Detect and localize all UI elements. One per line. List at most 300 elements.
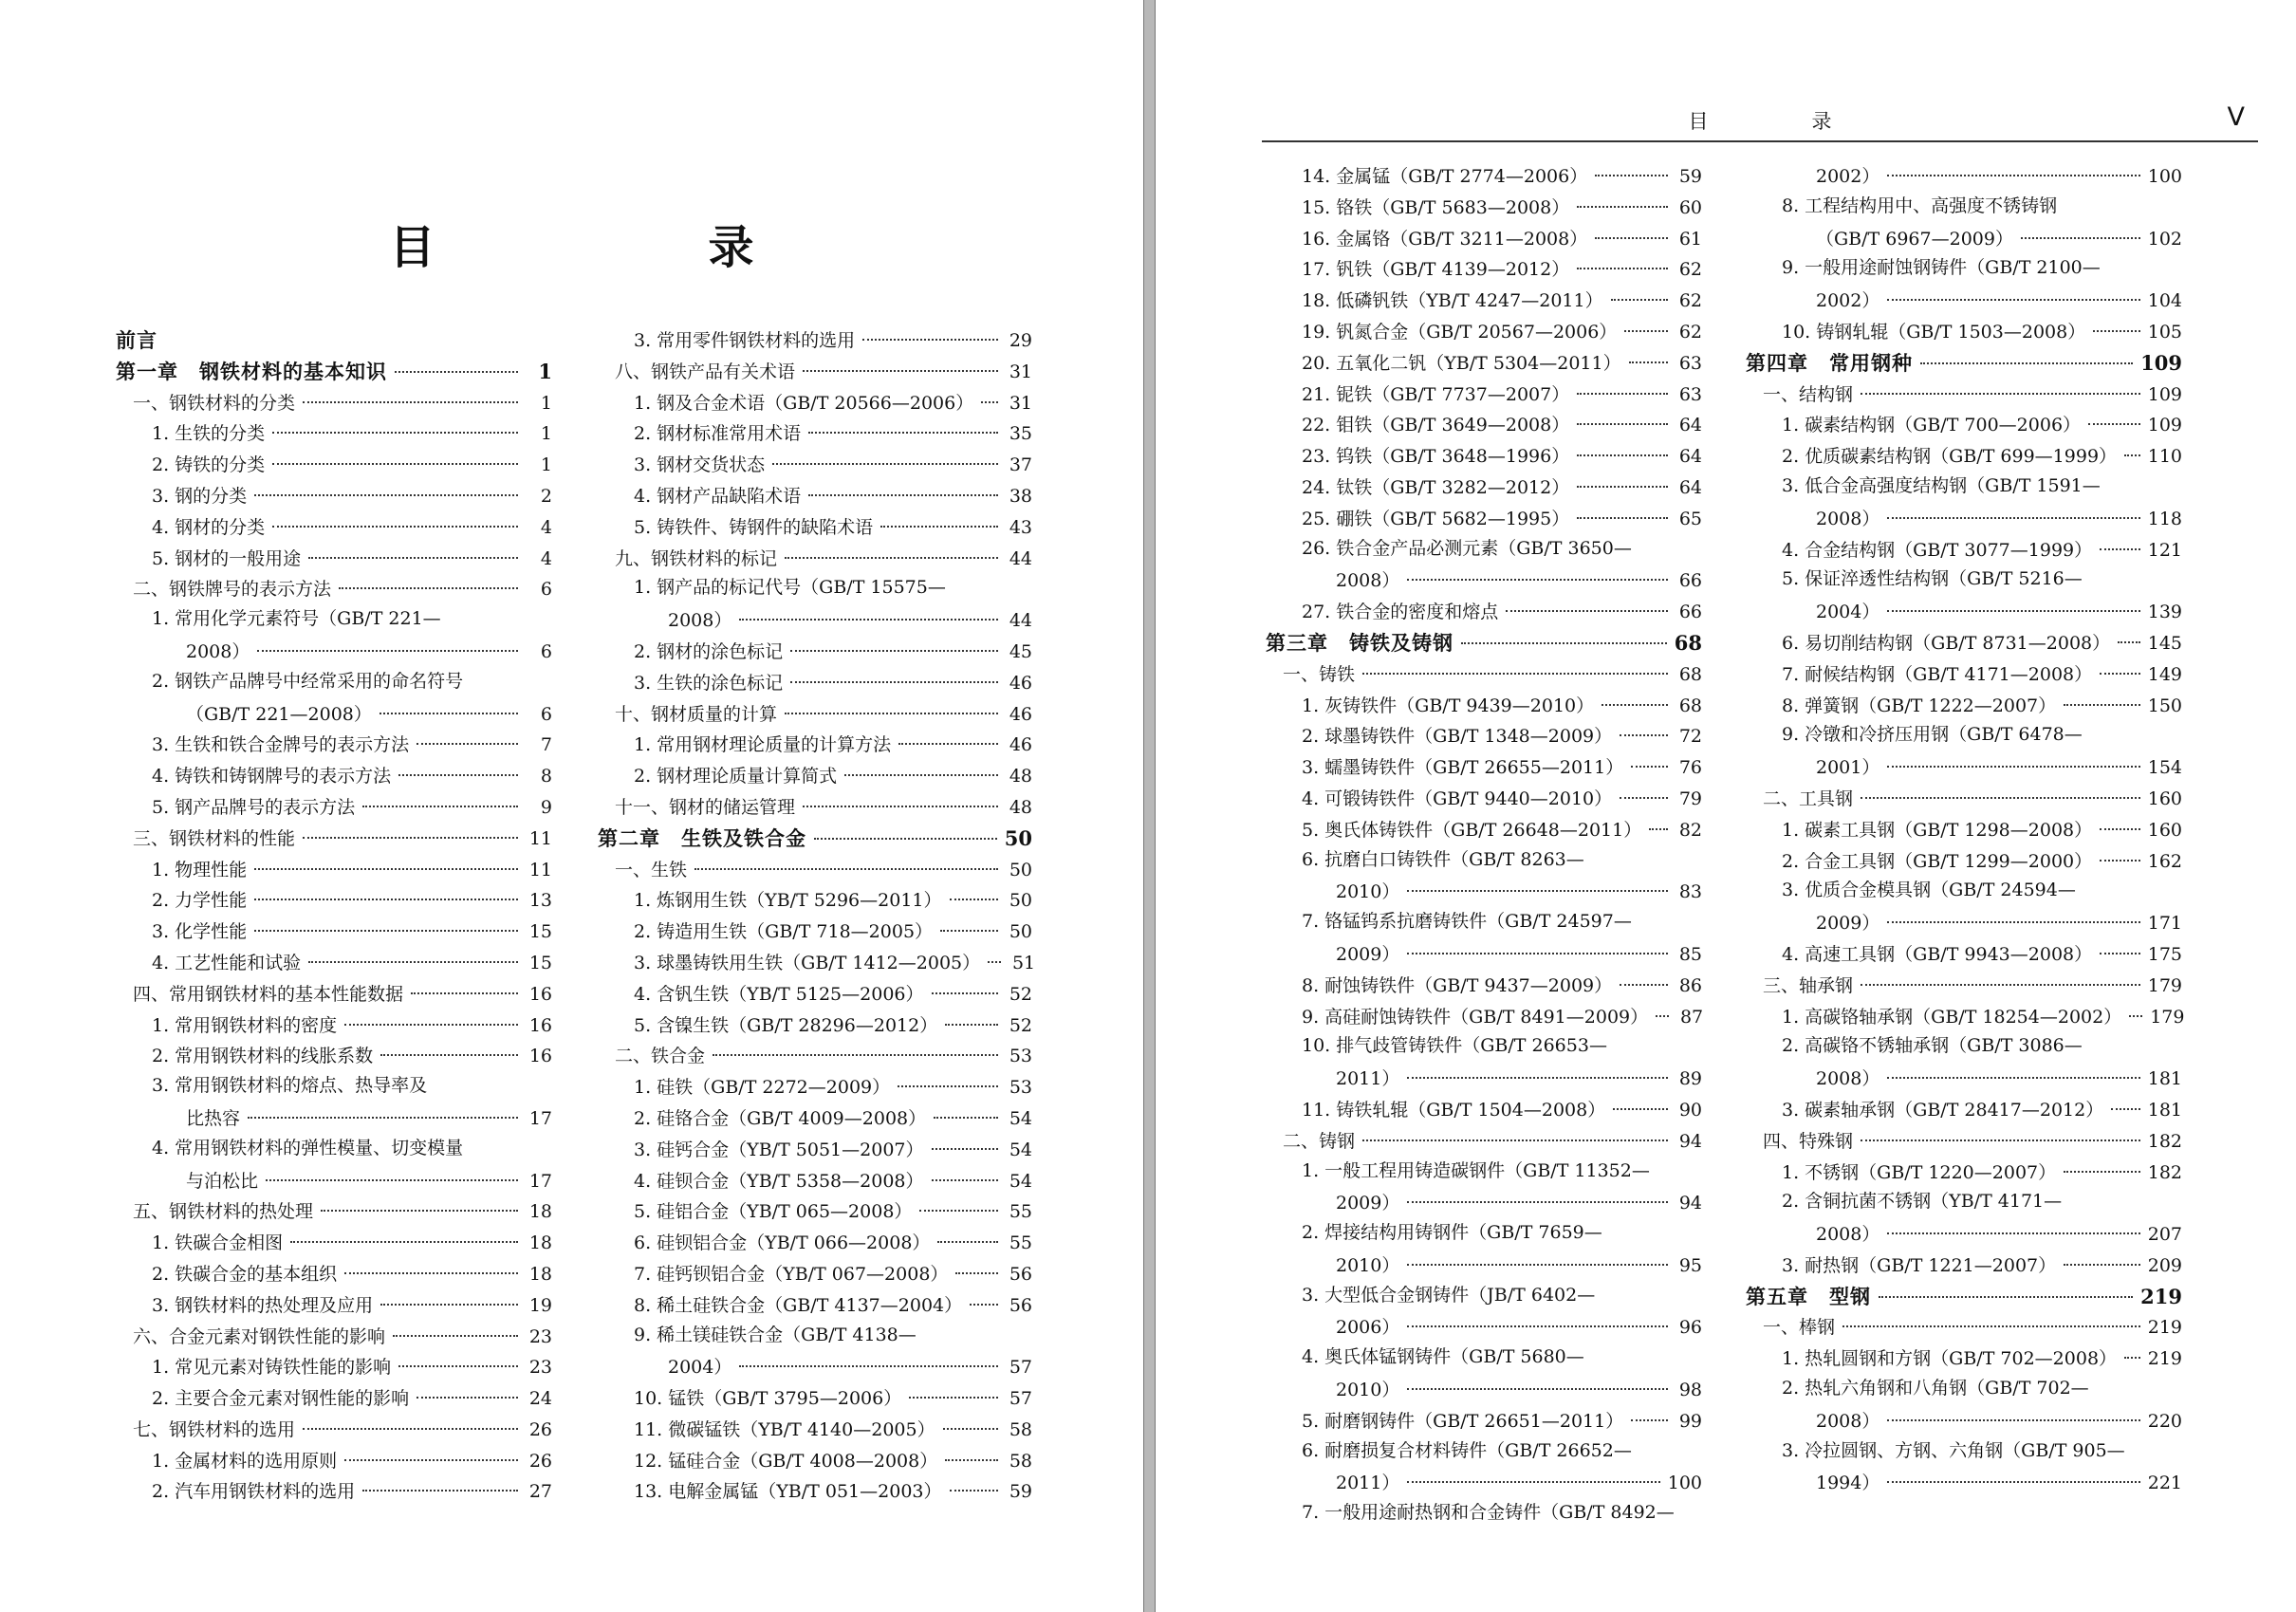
toc-leader-dots: [1887, 921, 2139, 923]
toc-leader-dots: [898, 743, 998, 745]
toc-entry-title: 4. 常用钢铁材料的弹性模量、切变模量: [152, 1137, 464, 1158]
toc-entry-title: 2002）: [1816, 290, 1880, 312]
toc-entry-title: 8. 耐蚀铸铁件（GB/T 9437—2009）: [1302, 974, 1613, 996]
toc-entry-title: 7. 一般用途耐热钢和合金铸件（GB/T 8492—: [1302, 1502, 1675, 1524]
toc-leader-dots: [1577, 454, 1668, 456]
toc-page-number: 110: [2147, 446, 2182, 468]
toc-entry-title: 1. 物理性能: [152, 859, 248, 880]
toc-entry: [116, 1166, 552, 1197]
toc-leader-dots: [1506, 610, 1668, 612]
toc-chapter-entry: [1266, 628, 1702, 659]
toc-entry-title: 3. 化学性能: [152, 921, 248, 943]
toc-leader-dots: [1407, 953, 1668, 954]
toc-leader-dots: [254, 494, 518, 496]
toc-page-number: 19: [528, 1294, 552, 1316]
toc-leader-dots: [1887, 1232, 2139, 1234]
toc-entry-title: 2. 铸铁的分类: [152, 454, 266, 476]
toc-entry-title: 2006）: [1336, 1317, 1400, 1339]
toc-entry: [598, 948, 1036, 979]
toc-entry: [1266, 908, 1702, 939]
toc-entry-title: 2. 钢铁产品牌号中经常采用的命名符号: [152, 670, 464, 692]
toc-leader-dots: [290, 1241, 518, 1243]
toc-entry: [116, 512, 552, 544]
toc-entry: [1746, 504, 2182, 535]
toc-entry: [598, 1135, 1032, 1166]
toc-page-number: 48: [1009, 796, 1032, 818]
toc-page-number: 94: [1678, 1193, 1702, 1214]
toc-page-number: 102: [2147, 228, 2182, 250]
toc-leader-dots: [344, 1024, 518, 1026]
toc-leader-dots: [772, 463, 998, 465]
toc-page-number: 43: [1009, 516, 1032, 538]
toc-leader-dots: [1611, 299, 1668, 301]
toc-entry-title: 2008）: [1816, 1224, 1880, 1246]
toc-entry: [1266, 1002, 1702, 1033]
toc-entry: [598, 605, 1032, 637]
toc-entry-title: 2011）: [1336, 1068, 1400, 1090]
toc-page-number: 31: [1009, 361, 1032, 382]
toc-page-number: 48: [1009, 766, 1032, 787]
toc-leader-dots: [1577, 268, 1668, 269]
toc-leader-dots: [2100, 828, 2140, 830]
toc-entry-title: 五、钢铁材料的热处理: [133, 1201, 314, 1223]
toc-entry: [116, 730, 552, 761]
toc-leader-dots: [380, 713, 518, 714]
toc-entry: [1266, 1219, 1702, 1251]
toc-page-number: 55: [1009, 1232, 1032, 1254]
toc-entry-title: 3. 优质合金模具钢（GB/T 24594—: [1782, 880, 2076, 901]
toc-entry: [116, 1352, 552, 1383]
toc-leader-dots: [945, 1024, 998, 1026]
toc-entry-title: 十、钢材质量的计算: [615, 703, 778, 725]
toc-page-number: 4: [540, 516, 552, 538]
toc-entry-title: 4. 含钒生铁（YB/T 5125—2006）: [634, 983, 924, 1005]
toc-page-number: 139: [2147, 602, 2182, 623]
toc-entry-title: 一、铸铁: [1283, 663, 1356, 685]
toc-entry-title: 5. 铸铁件、铸钢件的缺陷术语: [634, 516, 874, 538]
toc-entry-title: 23. 钨铁（GB/T 3648—1996）: [1302, 446, 1570, 468]
toc-page-number: 66: [1678, 570, 1702, 592]
page-number: V: [2227, 102, 2245, 132]
toc-entry-title: 9. 冷镦和冷挤压用钢（GB/T 6478—: [1782, 724, 2083, 746]
toc-page-number: 63: [1678, 352, 1702, 374]
toc-entry-title: 2. 球墨铸铁件（GB/T 1348—2009）: [1302, 726, 1613, 748]
toc-leader-dots: [2093, 330, 2140, 332]
toc-entry: [598, 1446, 1032, 1477]
toc-entry: [598, 1476, 1032, 1508]
toc-entry: [1746, 1002, 2185, 1033]
toc-entry: [1746, 1468, 2182, 1499]
toc-entry-title: 2. 焊接结构用铸钢件（GB/T 7659—: [1302, 1222, 1602, 1244]
toc-entry-title: 27. 铁合金的密度和熔点: [1302, 602, 1499, 623]
toc-leader-dots: [932, 992, 999, 994]
toc-leader-dots: [1407, 1481, 1659, 1483]
toc-entry: [116, 1196, 552, 1228]
toc-entry: [598, 1010, 1032, 1042]
toc-entry-title: 2004）: [668, 1357, 732, 1379]
toc-page-number: 56: [1009, 1294, 1032, 1316]
toc-leader-dots: [308, 961, 518, 963]
toc-page-number: 87: [1679, 1006, 1704, 1028]
toc-entry-title: 九、钢铁材料的标记: [615, 547, 778, 569]
toc-page-number: 27: [528, 1481, 552, 1503]
toc-page-number: 175: [2147, 943, 2182, 965]
toc-chapter-entry: [1746, 1282, 2182, 1313]
toc-leader-dots: [2100, 860, 2140, 862]
toc-leader-dots: [739, 619, 998, 621]
toc-leader-dots: [393, 1335, 518, 1337]
toc-entry-title: 一、棒钢: [1763, 1317, 1836, 1339]
toc-page-number: 162: [2147, 850, 2182, 872]
toc-entry-title: 3. 大型低合金钢铸件（JB/T 6402—: [1302, 1284, 1596, 1306]
toc-page-number: 26: [528, 1418, 552, 1440]
toc-leader-dots: [2124, 1357, 2140, 1359]
toc-leader-dots: [970, 1304, 998, 1306]
toc-page-number: 64: [1678, 476, 1702, 498]
toc-leader-dots: [257, 650, 518, 652]
toc-entry-title: 1. 常用化学元素符号（GB/T 221—: [152, 608, 441, 630]
toc-entry-title: 2009）: [1336, 943, 1400, 965]
toc-leader-dots: [898, 1085, 998, 1087]
toc-entry: [1266, 193, 1702, 224]
toc-entry-title: 6. 易切削结构钢（GB/T 8731—2008）: [1782, 632, 2111, 654]
toc-entry: [598, 792, 1032, 824]
toc-leader-dots: [790, 681, 998, 683]
toc-entry: [116, 637, 552, 668]
toc-entry-title: 六、合金元素对钢铁性能的影响: [133, 1325, 386, 1347]
toc-leader-dots: [2100, 673, 2140, 675]
toc-entry-title: 第一章 钢铁材料的基本知识: [116, 359, 387, 383]
toc-page-number: 59: [1678, 166, 1702, 187]
toc-entry: [116, 1010, 552, 1042]
toc-page-number: 181: [2147, 1099, 2182, 1121]
toc-page-number: 121: [2147, 539, 2182, 561]
toc-entry: [1746, 1188, 2182, 1219]
toc-chapter-entry: [116, 325, 552, 357]
toc-page-number: 60: [1678, 196, 1702, 218]
toc-entry: [1746, 1095, 2182, 1126]
toc-entry-title: 2008）: [1816, 508, 1880, 529]
toc-leader-dots: [803, 370, 998, 372]
toc-leader-dots: [254, 868, 518, 870]
toc-entry-title: 2. 钢材标准常用术语: [634, 423, 802, 445]
toc-page-number: 23: [528, 1325, 552, 1347]
toc-entry: [598, 1072, 1032, 1103]
toc-leader-dots: [344, 1272, 518, 1274]
toc-entry: [1266, 1312, 1702, 1343]
toc-leader-dots: [1629, 361, 1668, 363]
toc-leader-dots: [308, 557, 518, 559]
toc-leader-dots: [1842, 1325, 2140, 1327]
toc-leader-dots: [919, 1210, 998, 1212]
toc-entry: [116, 824, 552, 855]
toc-leader-dots: [739, 1365, 998, 1367]
toc-entry-title: 5. 奥氏体铸铁件（GB/T 26648—2011）: [1302, 819, 1642, 841]
toc-entry-title: 2. 常用钢铁材料的线胀系数: [152, 1046, 374, 1067]
toc-entry: [1266, 659, 1702, 691]
toc-title: 目 录: [389, 221, 868, 274]
toc-leader-dots: [2064, 1264, 2140, 1266]
toc-entry-title: 2. 高碳铬不锈轴承钢（GB/T 3086—: [1782, 1035, 2083, 1057]
toc-entry: [116, 388, 552, 419]
running-header: [1262, 102, 2258, 142]
toc-page-number: 1: [540, 454, 552, 476]
toc-page-number: 58: [1009, 1450, 1032, 1472]
toc-leader-dots: [321, 1210, 518, 1212]
toc-leader-dots: [950, 899, 999, 900]
toc-entry: [1266, 1406, 1702, 1437]
toc-leader-dots: [1887, 175, 2139, 176]
toc-entry: [1266, 1126, 1702, 1158]
toc-entry-title: 3. 生铁和铁合金牌号的表示方法: [152, 734, 410, 756]
toc-entry-title: 11. 铸铁轧辊（GB/T 1504—2008）: [1302, 1099, 1606, 1121]
toc-entry: [1746, 380, 2182, 411]
toc-page-number: 90: [1678, 1099, 1702, 1121]
toc-leader-dots: [272, 526, 518, 528]
toc-leader-dots: [803, 806, 998, 807]
toc-entry-title: 三、钢铁材料的性能: [133, 827, 296, 849]
toc-entry: [1266, 597, 1702, 628]
toc-page-number: 82: [1678, 819, 1702, 841]
toc-entry: [116, 1103, 552, 1135]
toc-leader-dots: [1887, 299, 2139, 301]
toc-entry-title: 6. 硅钡铝合金（YB/T 066—2008）: [634, 1232, 931, 1254]
toc-page-number: 68: [1674, 630, 1702, 655]
toc-leader-dots: [880, 526, 998, 528]
toc-entry: [1746, 1406, 2182, 1437]
toc-leader-dots: [950, 1490, 999, 1492]
toc-entry-title: 4. 铸铁和铸钢牌号的表示方法: [152, 766, 392, 787]
toc-entry-title: 25. 硼铁（GB/T 5682—1995）: [1302, 508, 1570, 529]
toc-entry-title: 2009）: [1336, 1193, 1400, 1214]
toc-leader-dots: [808, 432, 998, 434]
toc-entry-title: 四、特殊钢: [1763, 1130, 1854, 1152]
toc-entry: [116, 544, 552, 575]
toc-page-number: 221: [2147, 1473, 2182, 1494]
toc-entry: [1746, 691, 2182, 722]
toc-entry: [598, 1166, 1032, 1197]
toc-entry-title: 八、钢铁产品有关术语: [615, 361, 796, 382]
toc-page-number: 104: [2147, 290, 2182, 312]
toc-page-number: 26: [528, 1450, 552, 1472]
toc-leader-dots: [2064, 1171, 2140, 1173]
toc-entry: [1746, 1158, 2182, 1189]
toc-entry-title: 3. 钢铁材料的热处理及应用: [152, 1294, 374, 1316]
toc-entry-title: 三、轴承钢: [1763, 974, 1854, 996]
toc-entry-title: 4. 钢材的分类: [152, 516, 266, 538]
toc-entry-title: 2010）: [1336, 1380, 1400, 1401]
toc-entry: [598, 761, 1032, 792]
toc-entry-title: 2008）: [668, 610, 732, 632]
toc-entry-title: 3. 蠕墨铸铁件（GB/T 26655—2011）: [1302, 757, 1624, 779]
toc-entry: [116, 605, 552, 637]
toc-leader-dots: [1362, 673, 1668, 675]
toc-entry: [116, 450, 552, 481]
toc-entry: [598, 1259, 1032, 1290]
toc-entry-title: 2. 主要合金元素对钢性能的影响: [152, 1388, 410, 1410]
toc-entry-title: 9. 稀土镁硅铁合金（GB/T 4138—: [634, 1324, 917, 1345]
toc-page-number: 68: [1678, 663, 1702, 685]
toc-entry: [1746, 659, 2182, 691]
toc-entry-title: （GB/T 221—2008）: [186, 703, 372, 725]
toc-entry-title: 1. 硅铁（GB/T 2272—2009）: [634, 1077, 891, 1099]
toc-page-number: 50: [1009, 921, 1032, 943]
toc-leader-dots: [955, 1272, 998, 1274]
toc-entry: [598, 574, 1032, 605]
toc-leader-dots: [1887, 517, 2139, 519]
left-page: [0, 0, 1143, 1612]
toc-page-number: 50: [1009, 890, 1032, 912]
toc-page-number: 63: [1678, 383, 1702, 405]
toc-entry-title: 5. 钢产品牌号的表示方法: [152, 796, 356, 818]
toc-entry: [1746, 908, 2182, 939]
toc-leader-dots: [1887, 1481, 2139, 1483]
toc-page-number: 105: [2147, 321, 2182, 343]
toc-page-number: 85: [1678, 943, 1702, 965]
toc-entry: [116, 418, 552, 450]
toc-entry-title: 2008）: [1816, 1410, 1880, 1432]
toc-entry: [116, 574, 552, 605]
toc-entry: [116, 792, 552, 824]
toc-leader-dots: [844, 774, 998, 776]
toc-page-number: 79: [1678, 787, 1702, 809]
toc-leader-dots: [2129, 1015, 2142, 1017]
toc-leader-dots: [2064, 704, 2140, 706]
toc-page-number: 100: [1667, 1473, 1702, 1494]
toc-entry-title: 3. 低合金高强度结构钢（GB/T 1591—: [1782, 474, 2101, 496]
toc-entry: [598, 855, 1032, 886]
toc-entry: [598, 544, 1032, 575]
toc-entry-title: 14. 金属锰（GB/T 2774—2006）: [1302, 166, 1588, 187]
toc-entry: [116, 1446, 552, 1477]
toc-entry: [598, 1415, 1032, 1446]
toc-leader-dots: [1631, 766, 1668, 768]
toc-page-number: 11: [528, 827, 552, 849]
toc-leader-dots: [1407, 890, 1668, 892]
toc-entry-title: 1. 不锈钢（GB/T 1220—2007）: [1782, 1161, 2057, 1183]
toc-entry: [1266, 939, 1702, 971]
toc-entry: [116, 1415, 552, 1446]
toc-page-number: 45: [1009, 640, 1032, 662]
toc-entry: [116, 855, 552, 886]
toc-entry: [1746, 628, 2182, 659]
toc-entry: [1266, 752, 1702, 784]
toc-page-number: 160: [2147, 787, 2182, 809]
toc-page-number: 52: [1009, 1014, 1032, 1036]
toc-page-number: 15: [528, 921, 552, 943]
toc-leader-dots: [808, 494, 998, 496]
toc-entry-title: 5. 钢材的一般用途: [152, 547, 302, 569]
toc-entry-title: 7. 铬锰钨系抗磨铸铁件（GB/T 24597—: [1302, 911, 1632, 933]
toc-leader-dots: [785, 557, 998, 559]
toc-page-number: 35: [1009, 423, 1032, 445]
toc-entry-title: 1994）: [1816, 1473, 1880, 1494]
toc-entry: [598, 979, 1032, 1010]
toc-entry: [1266, 1064, 1702, 1095]
toc-entry-title: 12. 锰硅合金（GB/T 4008—2008）: [634, 1450, 938, 1472]
toc-entry-title: 1. 常用钢材理论质量的计算方法: [634, 734, 892, 756]
toc-page-number: 149: [2147, 663, 2182, 685]
toc-page-number: 6: [540, 640, 552, 662]
toc-entry-title: 22. 钼铁（GB/T 3649—2008）: [1302, 415, 1570, 436]
toc-leader-dots: [395, 371, 518, 373]
toc-entry-title: 7. 耐候结构钢（GB/T 4171—2008）: [1782, 663, 2093, 685]
toc-entry-title: 3. 钢材交货状态: [634, 454, 766, 476]
toc-entry: [1746, 254, 2182, 286]
toc-entry-title: 3. 碳素轴承钢（GB/T 28417—2012）: [1782, 1099, 2104, 1121]
toc-entry: [116, 668, 552, 699]
toc-entry-title: 4. 可锻铸铁件（GB/T 9440—2010）: [1302, 787, 1613, 809]
toc-page-number: 160: [2147, 819, 2182, 841]
toc-leader-dots: [932, 1148, 999, 1150]
toc-page-number: 6: [540, 579, 552, 601]
toc-page-number: 179: [2150, 1006, 2185, 1028]
toc-entry: [1266, 1437, 1702, 1469]
toc-entry: [1746, 224, 2182, 255]
toc-page-number: 6: [540, 703, 552, 725]
toc-leader-dots: [2088, 423, 2140, 425]
toc-leader-dots: [1407, 1325, 1668, 1327]
toc-entry: [598, 1041, 1032, 1072]
toc-entry-title: 四、常用钢铁材料的基本性能数据: [133, 983, 404, 1005]
toc-page-number: 182: [2147, 1161, 2182, 1183]
toc-entry: [1266, 254, 1702, 286]
toc-leader-dots: [344, 1459, 518, 1461]
toc-entry: [1266, 815, 1702, 846]
toc-page-number: 16: [528, 1014, 552, 1036]
toc-leader-dots: [1887, 1077, 2139, 1079]
toc-entry-title: 5. 含镍生铁（GB/T 28296—2012）: [634, 1014, 938, 1036]
toc-entry: [1746, 286, 2182, 317]
toc-entry: [598, 1103, 1032, 1135]
toc-entry: [1746, 597, 2182, 628]
toc-entry: [1746, 846, 2182, 878]
toc-entry-title: 2. 合金工具钢（GB/T 1299—2000）: [1782, 850, 2093, 872]
toc-leader-dots: [1861, 984, 2140, 986]
toc-page-number: 100: [2147, 166, 2182, 187]
toc-entry: [1266, 784, 1702, 815]
toc-page-number: 109: [2147, 383, 2182, 405]
toc-entry-title: 第三章 铸铁及铸钢: [1266, 630, 1454, 655]
toc-page-number: 53: [1009, 1077, 1032, 1099]
toc-entry-title: 2008）: [1336, 570, 1400, 592]
toc-page-number: 62: [1678, 290, 1702, 312]
toc-entry-title: 2. 铁碳合金的基本组织: [152, 1263, 338, 1285]
toc-page-number: 181: [2147, 1068, 2182, 1090]
toc-entry: [1266, 1499, 1702, 1530]
toc-leader-dots: [932, 1179, 999, 1181]
toc-entry: [598, 699, 1032, 731]
toc-leader-dots: [1620, 734, 1668, 736]
toc-entry-title: 5. 保证淬透性结构钢（GB/T 5216—: [1782, 568, 2083, 590]
toc-page-number: 18: [528, 1263, 552, 1285]
toc-entry-title: （GB/T 6967—2009）: [1816, 228, 2013, 250]
toc-entry: [1266, 380, 1702, 411]
toc-entry-title: 15. 铬铁（GB/T 5683—2008）: [1302, 196, 1570, 218]
toc-leader-dots: [1362, 1140, 1668, 1141]
toc-entry: [116, 1322, 552, 1353]
toc-leader-dots: [1656, 1015, 1669, 1017]
toc-page-number: 150: [2147, 695, 2182, 716]
toc-leader-dots: [1620, 984, 1668, 986]
toc-entry-title: 4. 高速工具钢（GB/T 9943—2008）: [1782, 943, 2093, 965]
toc-page-number: 94: [1678, 1130, 1702, 1152]
toc-leader-dots: [1407, 1388, 1668, 1390]
toc-page-number: 66: [1678, 602, 1702, 623]
toc-entry-title: 1. 常用钢铁材料的密度: [152, 1014, 338, 1036]
toc-leader-dots: [303, 401, 518, 403]
toc-entry-title: 9. 一般用途耐蚀钢铸件（GB/T 2100—: [1782, 257, 2101, 279]
